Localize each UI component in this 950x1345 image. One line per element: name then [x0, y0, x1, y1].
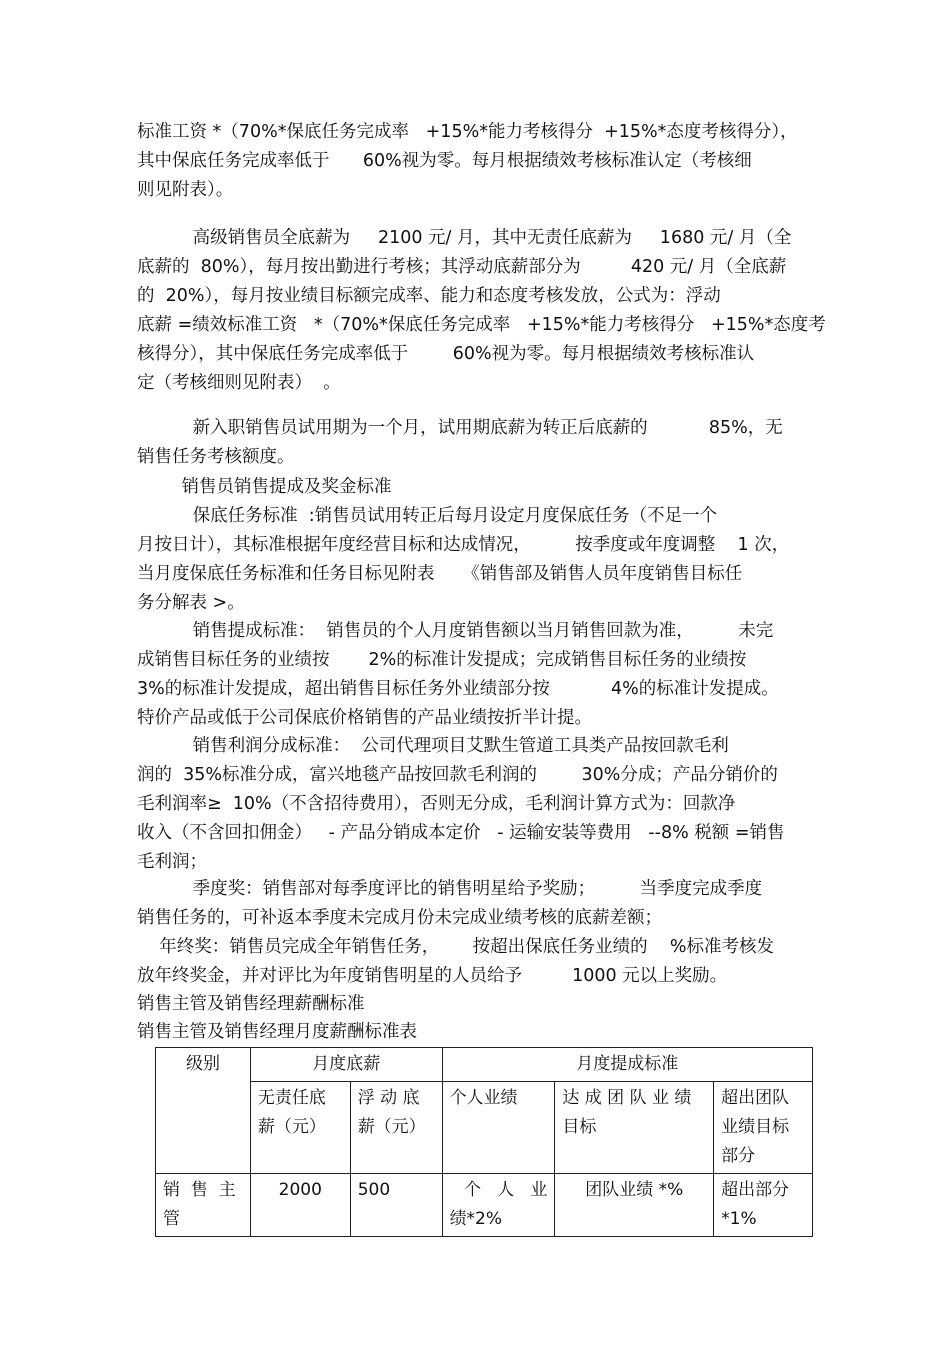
cell-line: *1% — [721, 1209, 757, 1229]
text-line: 底薪 =绩效标准工资 *（70%*保底任务完成率 +15%*能力考核得分 +15%*态度考 — [137, 315, 826, 335]
cell-team: 团队业绩 *% — [555, 1174, 714, 1237]
text-line: 销售员销售提成及奖金标准 — [137, 477, 392, 497]
cell-line: 超出团队 — [721, 1088, 790, 1108]
paragraph-base-task — [137, 502, 817, 618]
cell-line: 个人业绩 — [449, 1088, 518, 1108]
text-line: 标准工资 *（70%*保底任务完成率 +15%*能力考核得分 +15%*态度考核得分）， — [137, 122, 798, 142]
cell-line: 部分 — [721, 1146, 756, 1166]
text-line: 底薪的 80%），每月按出勤进行考核；其浮动底薪部分为 420 元/ 月（全底薪 — [137, 257, 787, 277]
cell-line: 业绩目标 — [721, 1117, 790, 1137]
text-line: 销售任务的，可补返本季度未完成月份未完成业绩考核的底薪差额； — [137, 908, 662, 928]
header-level: 级别 — [156, 1048, 251, 1174]
header-monthly-commission: 月度提成标准 — [442, 1048, 812, 1082]
text-line: 当月度保底任务标准和任务目标见附表 《销售部及销售人员年度销售目标任 — [137, 564, 743, 584]
table-subheader-row — [156, 1082, 813, 1174]
section-title-commission — [137, 473, 817, 502]
cell-line: 达 成 团 队 业 绩 — [562, 1088, 692, 1108]
paragraph-commission-standard — [137, 617, 817, 733]
text-line: 其中保底任务完成率低于 60%视为零。每月根据绩效考核标准认定（考核细 — [137, 151, 752, 171]
table-caption: 销售主管及销售经理月度薪酬标准表 — [137, 1022, 417, 1042]
cell-line: 绩*2% — [449, 1209, 503, 1229]
salary-table — [155, 1047, 813, 1237]
header-exceed — [714, 1082, 813, 1174]
text-line: 毛利润率≥ 10%（不含招待费用），否则无分成，毛利润计算方式为：回款净 — [137, 794, 736, 814]
text-line: 毛利润； — [137, 852, 207, 872]
text-line: 核得分），其中保底任务完成率低于 60%视为零。每月根据绩效考核标准认 — [137, 344, 755, 364]
cell-exceed — [714, 1174, 813, 1237]
header-no-resp-base — [250, 1082, 350, 1174]
cell-line: 个 人 业 — [463, 1180, 548, 1200]
text-line: 成销售目标任务的业绩按 2%的标准计发提成；完成销售目标任务的业绩按 — [137, 650, 747, 670]
cell-float: 500 — [350, 1174, 442, 1237]
cell-line: 销 售 主 — [163, 1180, 236, 1200]
text-line: 的 20%），每月按业绩目标额完成率、能力和态度考核发放，公式为：浮动 — [137, 286, 721, 306]
text-line: 季度奖：销售部对每季度评比的销售明星给予奖励； 当季度完成季度 — [137, 879, 763, 899]
header-team-target — [555, 1082, 714, 1174]
text-line: 则见附表）。 — [137, 180, 234, 200]
cell-line: 薪（元） — [257, 1117, 326, 1137]
cell-personal — [442, 1174, 555, 1237]
section-heading: 销售主管及销售经理薪酬标准 — [137, 994, 365, 1014]
paragraph-senior-salary — [137, 224, 826, 398]
text-line: 润的 35%标准分成，富兴地毯产品按回款毛利润的 30%分成；产品分销价的 — [137, 765, 778, 785]
text-line: 3%的标准计发提成，超出销售目标任务外业绩部分按 4%的标准计发提成。 — [137, 679, 779, 699]
cell-line: 管 — [163, 1209, 180, 1229]
cell-level — [156, 1174, 251, 1237]
text-line: 特价产品或低于公司保底价格销售的产品业绩按折半计提。 — [137, 708, 592, 728]
text-line: 收入（不含回扣佣金） - 产品分销成本定价 - 运输安装等费用 --8% 税额 =销售 — [137, 823, 785, 843]
cell-no-resp: 2000 — [250, 1174, 350, 1237]
text-line: 销售任务考核额度。 — [137, 447, 295, 467]
text-line: 放年终奖金，并对评比为年度销售明星的人员给予 1000 元以上奖励。 — [137, 966, 728, 986]
header-float-base — [350, 1082, 442, 1174]
cell-line: 超出部分 — [721, 1180, 790, 1200]
header-personal — [442, 1082, 555, 1174]
cell-line: 薪（元） — [357, 1117, 426, 1137]
text-line: 销售提成标准： 销售员的个人月度销售额以当月销售回款为准， 未完 — [137, 621, 774, 641]
text-line: 定（考核细则见附表） 。 — [137, 373, 341, 393]
header-monthly-base: 月度底薪 — [250, 1048, 442, 1082]
table-row — [156, 1174, 813, 1237]
cell-line: 浮 动 底 — [357, 1088, 420, 1108]
paragraph-profit-share — [137, 732, 817, 877]
text-line: 务分解表 >。 — [137, 593, 245, 613]
paragraph-quarter-bonus — [137, 875, 817, 933]
paragraph-year-bonus — [137, 933, 817, 991]
text-line: 保底任务标准 :销售员试用转正后每月设定月度保底任务（不足一个 — [137, 506, 718, 526]
table-header-row — [156, 1048, 813, 1082]
text-line: 高级销售员全底薪为 2100 元/ 月，其中无责任底薪为 1680 元/ 月（全 — [137, 228, 792, 248]
text-line: 新入职销售员试用期为一个月，试用期底薪为转正后底薪的 85%，无 — [137, 418, 783, 438]
cell-line: 目标 — [562, 1117, 597, 1137]
text-line: 年终奖：销售员完成全年销售任务， 按超出保底任务业绩的 %标准考核发 — [137, 937, 775, 957]
paragraph-formula-cont — [137, 118, 817, 205]
text-line: 销售利润分成标准： 公司代理项目艾默生管道工具类产品按回款毛利 — [137, 736, 729, 756]
cell-line: 无责任底 — [257, 1088, 326, 1108]
text-line: 月按日计），其标准根据年度经营目标和达成情况， 按季度或年度调整 1 次， — [137, 535, 790, 555]
paragraph-probation — [137, 414, 817, 472]
